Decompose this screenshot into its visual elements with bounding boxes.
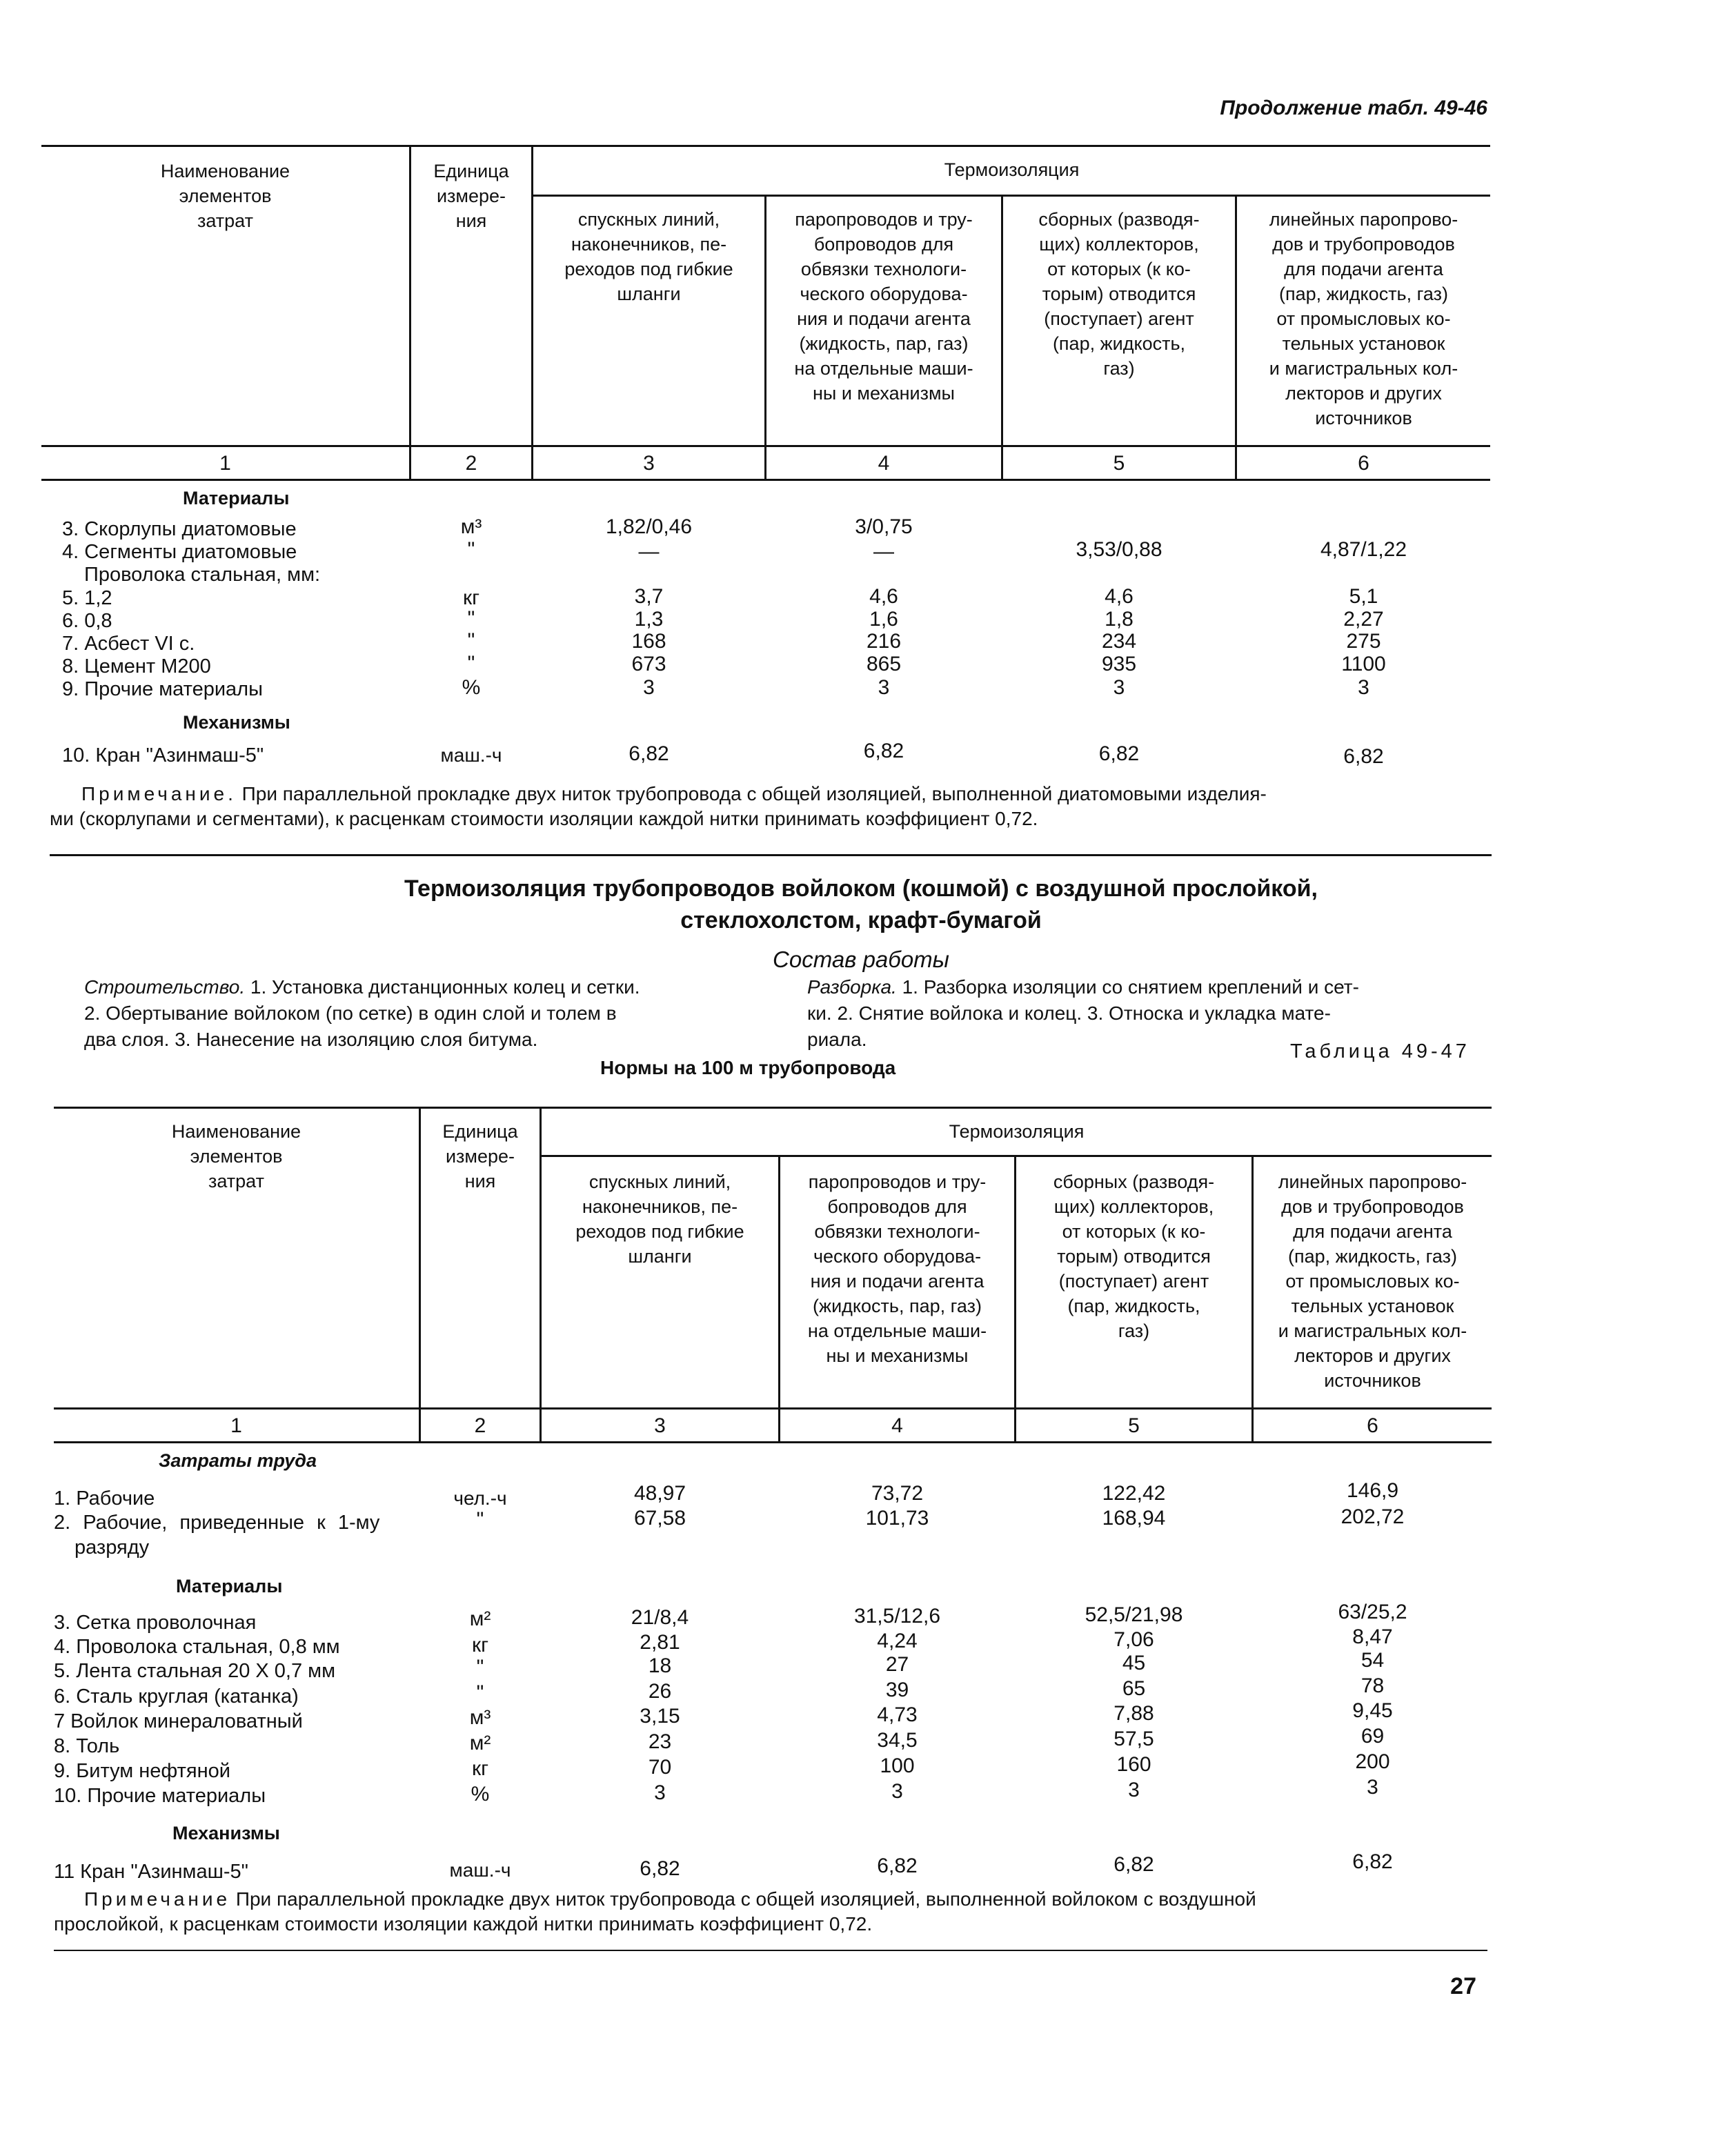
t2-note: Примечание При параллельной прокладке двух ниток трубопровода с общей изоляцией, выполненной войлоком с воздушной xyxy=(84,1888,1256,1910)
t1-note-line2: ми (скорлупами и сегментами), к расценкам стоимости изоляции каждой нитки принимать коэффициент 0,72. xyxy=(50,808,1038,829)
t1-colnum-5: 5 xyxy=(1113,452,1125,475)
t2-colnum-3: 3 xyxy=(654,1414,666,1437)
t1-colnum-4: 4 xyxy=(878,452,890,475)
t1-sub-header-4: паропроводов и тру- бопроводов для обвязки технологи- ческого оборудова- ния и подачи агента (жидкость, пар, газ) на отдельные маши- ны и механизмы xyxy=(794,209,973,404)
t1-colnum-6: 6 xyxy=(1358,452,1369,475)
work-disassembly: Разборка. 1. Разборка изоляции со снятием креплений и сет- ки. 2. Снятие войлока и колец. 3. Относка и укладка мате- риала. xyxy=(807,976,1359,1050)
t2-colnum-4: 4 xyxy=(891,1414,903,1437)
t1-colnum-3: 3 xyxy=(643,452,655,475)
t2-section-mechanisms: Механизмы xyxy=(172,1823,280,1843)
t1-group-header: Термоизоляция xyxy=(944,159,1080,180)
t1-col2-header: Единица измере- ния xyxy=(433,161,509,231)
section-title: Термоизоляция трубопроводов войлоком (кошмой) с воздушной прослойкой, стеклохолстом, крафт-бумагой xyxy=(404,876,1318,933)
t2-col1-header: Наименование элементов затрат xyxy=(171,1121,301,1191)
table-label: Таблица 49-47 xyxy=(1290,1040,1470,1062)
norms-title: Нормы на 100 м трубопровода xyxy=(600,1057,896,1078)
t1-sub-header-5: сборных (разводя- щих) коллекторов, от которых (к ко- торым) отводится (поступает) агент (пар, жидкость, газ) xyxy=(1038,209,1200,379)
t1-colnum-2: 2 xyxy=(465,452,477,475)
t2-col2-header: Единица измере- ния xyxy=(442,1121,518,1191)
t2-colnum-2: 2 xyxy=(474,1414,486,1437)
t1-note: Примечание. При параллельной прокладке двух ниток трубопровода с общей изоляцией, выполненной диатомовыми изделия- xyxy=(81,783,1267,804)
t2-sub-header-3: спускных линий, наконечников, пе- реходов под гибкие шланги xyxy=(575,1171,744,1267)
t1-sub-header-6: линейных паропрово- дов и трубопроводов для подачи агента (пар, жидкость, газ) от промысловых ко- тельных установок и магистральных кол- лекторов и других источников xyxy=(1269,209,1458,428)
t2-note-line2: прослойкой, к расценкам стоимости изоляции каждой нитки принимать коэффициент 0,72. xyxy=(54,1913,873,1935)
t2-colnum-1: 1 xyxy=(230,1414,242,1437)
t2-colnum-6: 6 xyxy=(1367,1414,1378,1437)
work-composition-title: Состав работы xyxy=(773,947,949,972)
work-construction: Строительство. 1. Установка дистанционных колец и сетки. 2. Обертывание войлоком (по сетке) в один слой и толем в два слоя. 3. Нанесение на изоляцию слоя битума. xyxy=(84,976,640,1050)
t1-col1-header: Наименование элементов затрат xyxy=(160,161,290,231)
section-divider xyxy=(50,854,1492,856)
footer-divider xyxy=(54,1950,1487,1951)
t2-group-header: Термоизоляция xyxy=(949,1121,1085,1142)
t2-section-labor: Затраты труда xyxy=(159,1450,317,1471)
t2-colnum-5: 5 xyxy=(1128,1414,1140,1437)
t2-section-materials: Материалы xyxy=(176,1576,283,1596)
continuation-label: Продолжение табл. 49-46 xyxy=(1220,97,1487,119)
t2-sub-header-6: линейных паропрово- дов и трубопроводов для подачи агента (пар, жидкость, газ) от промысловых ко- тельных установок и магистральных кол- лекторов и других источников xyxy=(1278,1171,1467,1391)
t1-sub-header-3: спускных линий, наконечников, пе- реходов под гибкие шланги xyxy=(564,209,733,304)
t1-colnum-1: 1 xyxy=(219,452,231,475)
page-number: 27 xyxy=(1450,1973,1476,1999)
t2-sub-header-5: сборных (разводя- щих) коллекторов, от которых (к ко- торым) отводится (поступает) агент (пар, жидкость, газ) xyxy=(1053,1171,1215,1341)
t1-section-materials: Материалы xyxy=(183,488,290,508)
t2-sub-header-4: паропроводов и тру- бопроводов для обвязки технологи- ческого оборудова- ния и подачи агента (жидкость, пар, газ) на отдельные маши- ны и механизмы xyxy=(807,1171,987,1366)
t1-section-mechanisms: Механизмы xyxy=(183,712,290,733)
